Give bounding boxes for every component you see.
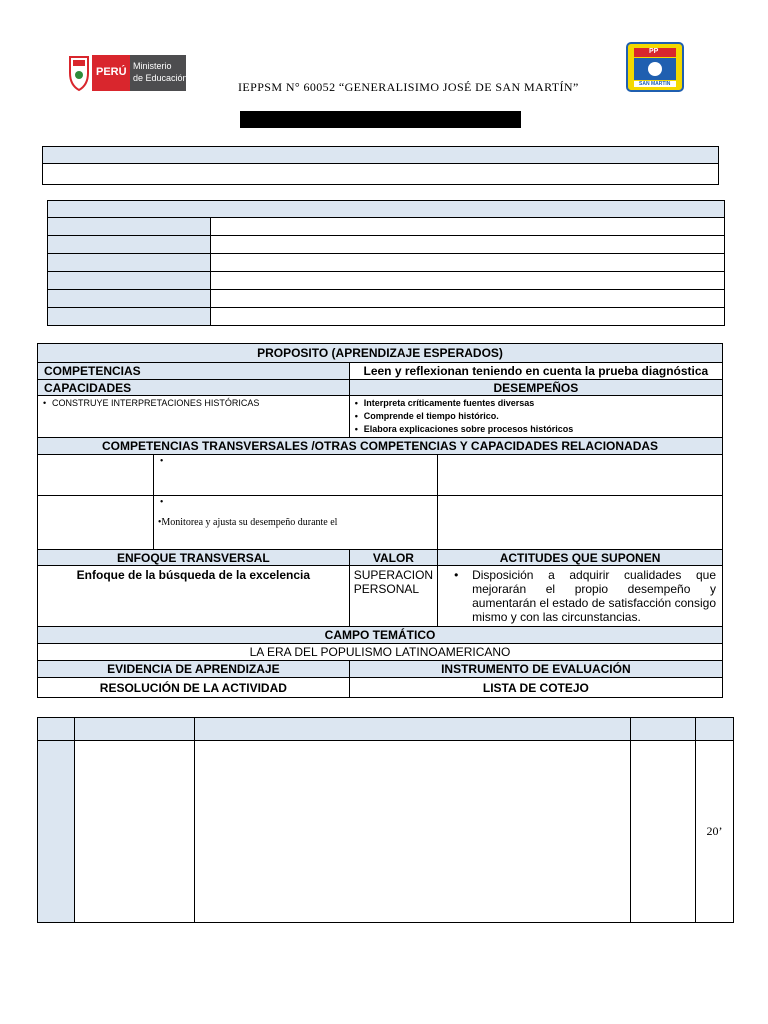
transversal-competencia-cell (38, 496, 154, 550)
info-label (48, 290, 211, 308)
secuencia-cell (631, 741, 696, 923)
info-value (211, 272, 725, 290)
secuencia-header (38, 718, 75, 741)
transversales-title: COMPETENCIAS TRANSVERSALES /OTRAS COMPETENCIAS Y CAPACIDADES RELACIONADAS (38, 438, 723, 455)
transversal-bullet: • (159, 497, 164, 508)
school-name: IEPPSM N° 60052 “GENERALISIMO JOSÉ DE SAN MARTÍN” (238, 80, 579, 94)
capacidades-label: CAPACIDADES (38, 380, 350, 396)
crest-text-bottom: SAN MARTIN (639, 81, 671, 87)
info-value (211, 236, 725, 254)
tiempo-cell: 20’ (695, 741, 733, 923)
competencias-value: Leen y reflexionan teniendo en cuenta la prueba diagnóstica (349, 363, 722, 380)
secuencia-header (631, 718, 696, 741)
actitud-item: Disposición a adquirir cualidades que mejorarán el propio desempeño y aumentarán el estado de satisfacción consigo mismo y con las circunstancias. (472, 568, 716, 624)
info-label (48, 236, 211, 254)
ministry-country: PERÚ (96, 66, 127, 78)
ministerio-educacion-logo (66, 53, 188, 93)
capacidad-cell (38, 396, 350, 438)
capacidad-item: • CONSTRUYE INTERPRETACIONES HISTÓRICAS (42, 398, 345, 408)
valor-label: VALOR (349, 550, 437, 566)
competencias-label: COMPETENCIAS (38, 363, 350, 380)
secuencia-table (37, 717, 734, 923)
ministry-name-line2: de Educación (133, 73, 188, 83)
title-redaction-bar (240, 111, 521, 128)
valor-line2: PERSONAL (353, 582, 420, 596)
valor-line1: SUPERACION (353, 568, 434, 582)
info-label (48, 218, 211, 236)
transversal-capacidad-cell: • (153, 455, 437, 496)
desempenos-cell (349, 396, 722, 438)
instrumento-label: INSTRUMENTO DE EVALUACIÓN (349, 661, 722, 678)
desempeno-item: • Comprende el tiempo histórico. (354, 410, 718, 423)
secuencia-header (74, 718, 194, 741)
valor-value (349, 566, 437, 627)
enfoque-value: Enfoque de la búsqueda de la excelencia (38, 566, 350, 627)
desempenos-label: DESEMPEÑOS (349, 380, 722, 396)
secuencia-header (695, 718, 733, 741)
datos-informativos-table (47, 200, 725, 326)
secuencia-header (194, 718, 630, 741)
desempeno-item: • Interpreta críticamente fuentes diversas (354, 397, 718, 410)
crest-text-top: PP (649, 48, 659, 55)
transversal-desempeno-cell (438, 496, 723, 550)
proposito-title: PROPOSITO (APRENDIZAJE ESPERADOS) (38, 344, 723, 363)
title-table-header (43, 147, 719, 164)
title-table-cell (43, 164, 719, 185)
transversal-capacidad-cell (153, 496, 437, 550)
enfoque-label: ENFOQUE TRANSVERSAL (38, 550, 350, 566)
secuencia-cell (74, 741, 194, 923)
transversal-competencia-cell (38, 455, 154, 496)
ministry-name-line1: Ministerio (133, 61, 172, 71)
instrumento-value: LISTA DE COTEJO (349, 678, 722, 698)
info-value (211, 254, 725, 272)
info-label (48, 272, 211, 290)
actitudes-label: ACTITUDES QUE SUPONEN (438, 550, 723, 566)
proposito-table (37, 343, 723, 698)
evidencia-label: EVIDENCIA DE APRENDIZAJE (38, 661, 350, 678)
info-header (48, 201, 725, 218)
info-value (211, 308, 725, 326)
info-value (211, 290, 725, 308)
info-value (211, 218, 725, 236)
campo-value: LA ERA DEL POPULISMO LATINOAMERICANO (38, 644, 723, 661)
desempeno-item: • Elabora explicaciones sobre procesos históricos (354, 423, 718, 436)
evidencia-value: RESOLUCIÓN DE LA ACTIVIDAD (38, 678, 350, 698)
campo-label: CAMPO TEMÁTICO (38, 627, 723, 644)
momento-cell (38, 741, 75, 923)
info-label (48, 308, 211, 326)
actitud-cell: • Disposición a adquirir cualidades que mejorarán el propio desempeño y aumentarán el estado de satisfacción consigo mismo y con las circunstancias. (438, 566, 723, 627)
transversal-capacidad-text: •Monitorea y ajusta su desempeño durante el (157, 517, 338, 528)
secuencia-cell (194, 741, 630, 923)
school-crest (626, 42, 684, 92)
transversal-desempeno-cell (438, 455, 723, 496)
title-table (42, 146, 719, 185)
info-label (48, 254, 211, 272)
